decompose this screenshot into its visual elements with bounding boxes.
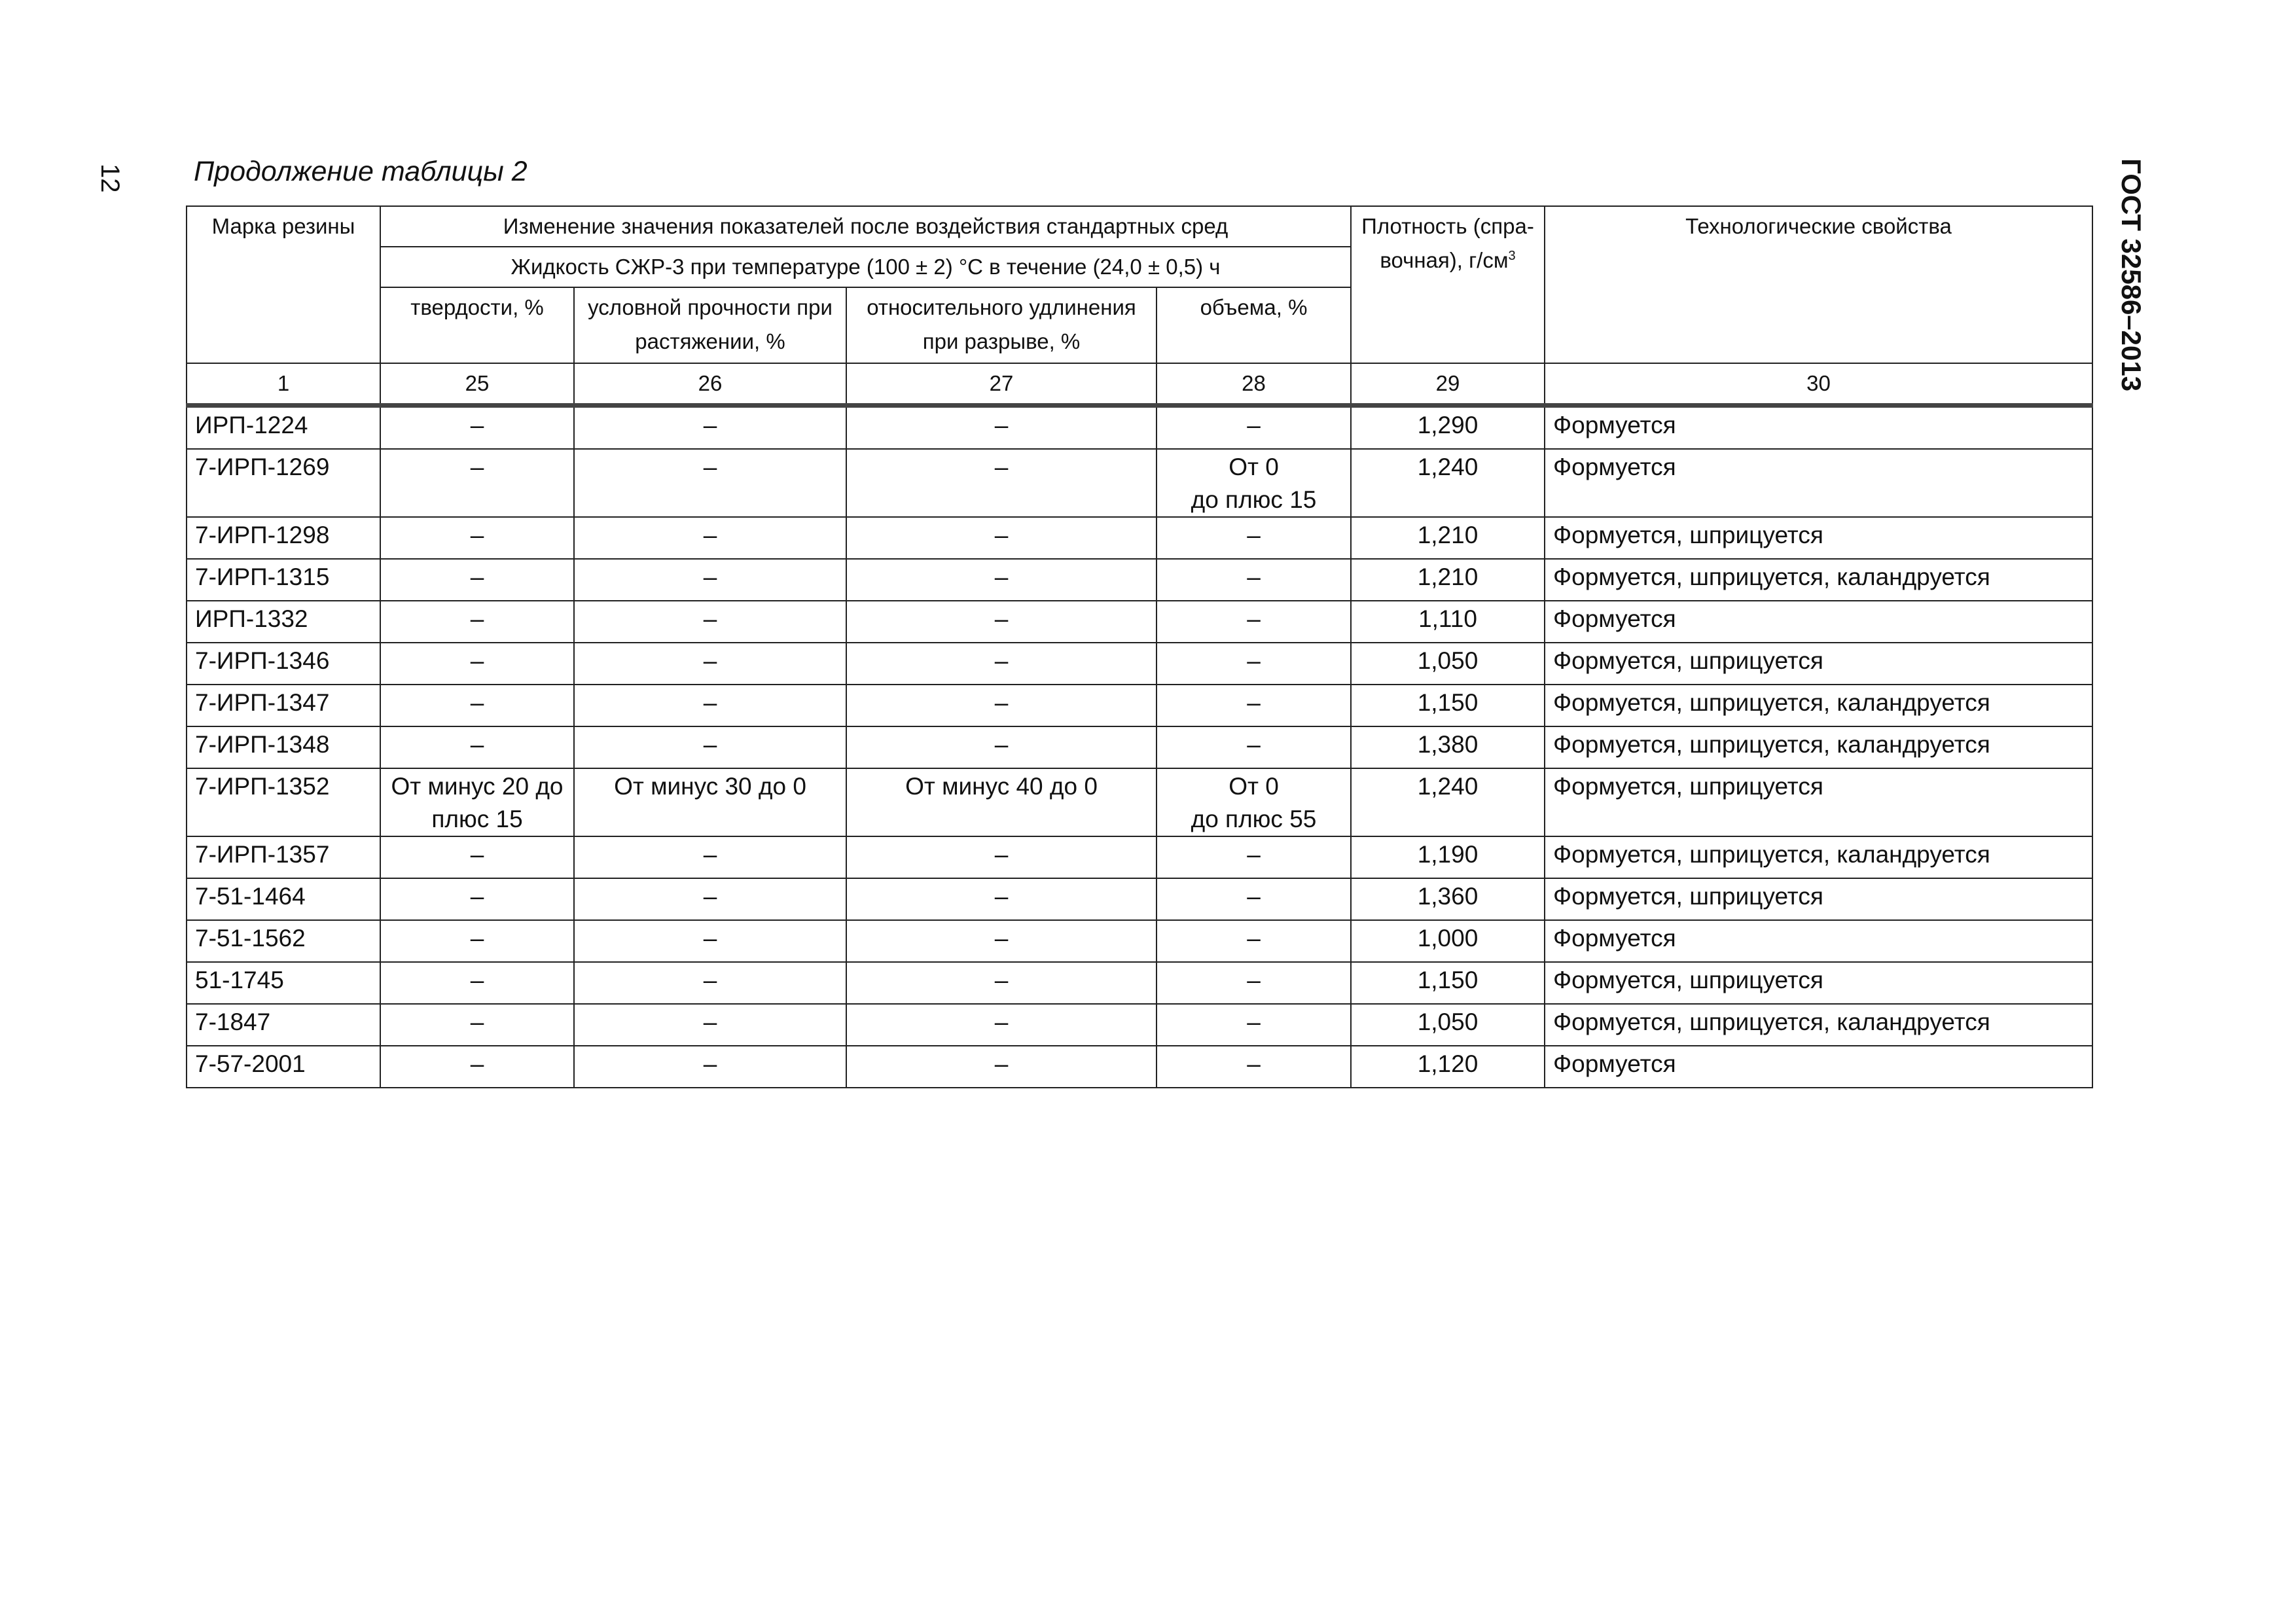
table-row xyxy=(187,1004,2092,1046)
header-elongation: относительного удлинения при разрыве, % xyxy=(846,287,1157,363)
table-row xyxy=(187,1046,2092,1088)
table-row xyxy=(187,517,2092,559)
cell-volume: – xyxy=(1157,601,1351,643)
cell-tech: Формуется, шприцуется xyxy=(1545,517,2092,559)
cell-volume: – xyxy=(1157,878,1351,920)
cell-density: 1,240 xyxy=(1351,768,1545,836)
cell-volume: – xyxy=(1157,962,1351,1004)
cell-elongation: – xyxy=(846,601,1157,643)
cell-hardness: – xyxy=(380,1004,574,1046)
cell-tech: Формуется, шприцуется xyxy=(1545,878,2092,920)
cell-volume: – xyxy=(1157,406,1351,450)
cell-volume: – xyxy=(1157,920,1351,962)
cell-tech: Формуется xyxy=(1545,920,2092,962)
cell-hardness: – xyxy=(380,643,574,685)
cell-tech: Формуется xyxy=(1545,1046,2092,1088)
cell-elongation: – xyxy=(846,920,1157,962)
standard-code: ГОСТ 32586–2013 xyxy=(2116,158,2147,392)
cell-density: 1,150 xyxy=(1351,685,1545,726)
cell-elongation: – xyxy=(846,1004,1157,1046)
table-row xyxy=(187,406,2092,450)
table-row xyxy=(187,601,2092,643)
cell-grade: ИРП-1332 xyxy=(187,601,380,643)
cell-density: 1,210 xyxy=(1351,517,1545,559)
cell-strength: От минус 30 до 0 xyxy=(574,768,846,836)
cell-strength: – xyxy=(574,601,846,643)
cell-volume: – xyxy=(1157,559,1351,601)
cell-volume: – xyxy=(1157,836,1351,878)
cell-elongation: – xyxy=(846,878,1157,920)
cell-volume: – xyxy=(1157,643,1351,685)
cell-tech: Формуется xyxy=(1545,601,2092,643)
cell-hardness: – xyxy=(380,920,574,962)
header-density-sup: 3 xyxy=(1508,249,1516,263)
cell-grade: 7-51-1562 xyxy=(187,920,380,962)
column-number: 30 xyxy=(1545,363,2092,406)
cell-hardness: – xyxy=(380,962,574,1004)
cell-density: 1,190 xyxy=(1351,836,1545,878)
cell-strength: – xyxy=(574,517,846,559)
cell-hardness: – xyxy=(380,726,574,768)
cell-hardness: От минус 20 до плюс 15 xyxy=(380,768,574,836)
cell-strength: – xyxy=(574,878,846,920)
cell-strength: – xyxy=(574,1004,846,1046)
table-header xyxy=(187,206,2092,406)
header-density-label: Плотность (спра-вочная), г/см xyxy=(1361,214,1534,272)
cell-hardness: – xyxy=(380,685,574,726)
cell-strength: – xyxy=(574,559,846,601)
cell-hardness: – xyxy=(380,836,574,878)
cell-strength: – xyxy=(574,726,846,768)
cell-volume: – xyxy=(1157,1046,1351,1088)
cell-elongation: – xyxy=(846,1046,1157,1088)
column-number: 29 xyxy=(1351,363,1545,406)
cell-elongation: – xyxy=(846,685,1157,726)
header-fluid: Жидкость СЖР-3 при температуре (100 ± 2) °С в течение (24,0 ± 0,5) ч xyxy=(380,247,1351,287)
cell-grade: 7-1847 xyxy=(187,1004,380,1046)
cell-hardness: – xyxy=(380,1046,574,1088)
header-tech: Технологические свойства xyxy=(1545,206,2092,363)
cell-tech: Формуется, шприцуется, каландруется xyxy=(1545,726,2092,768)
cell-strength: – xyxy=(574,449,846,517)
cell-strength: – xyxy=(574,643,846,685)
cell-grade: 7-ИРП-1269 xyxy=(187,449,380,517)
table-row xyxy=(187,962,2092,1004)
cell-strength: – xyxy=(574,920,846,962)
cell-elongation: – xyxy=(846,449,1157,517)
cell-elongation: – xyxy=(846,726,1157,768)
cell-volume: От 0 до плюс 15 xyxy=(1157,449,1351,517)
cell-hardness: – xyxy=(380,878,574,920)
column-number: 25 xyxy=(380,363,574,406)
table-row xyxy=(187,920,2092,962)
cell-grade: 7-ИРП-1348 xyxy=(187,726,380,768)
cell-tech: Формуется xyxy=(1545,406,2092,450)
table-row xyxy=(187,643,2092,685)
column-number: 1 xyxy=(187,363,380,406)
header-density xyxy=(1351,206,1545,363)
cell-elongation: – xyxy=(846,406,1157,450)
cell-elongation: – xyxy=(846,517,1157,559)
table-row xyxy=(187,768,2092,836)
page-number: 12 xyxy=(96,164,124,193)
cell-elongation: От минус 40 до 0 xyxy=(846,768,1157,836)
cell-tech: Формуется xyxy=(1545,449,2092,517)
cell-tech: Формуется, шприцуется, каландруется xyxy=(1545,559,2092,601)
cell-tech: Формуется, шприцуется, каландруется xyxy=(1545,1004,2092,1046)
column-number: 27 xyxy=(846,363,1157,406)
cell-tech: Формуется, шприцуется, каландруется xyxy=(1545,836,2092,878)
cell-grade: 7-ИРП-1315 xyxy=(187,559,380,601)
header-strength: условной прочности при растяжении, % xyxy=(574,287,846,363)
cell-grade: 7-ИРП-1357 xyxy=(187,836,380,878)
cell-grade: 7-ИРП-1352 xyxy=(187,768,380,836)
cell-density: 1,240 xyxy=(1351,449,1545,517)
table-row xyxy=(187,685,2092,726)
cell-tech: Формуется, шприцуется xyxy=(1545,962,2092,1004)
cell-hardness: – xyxy=(380,601,574,643)
table-row xyxy=(187,726,2092,768)
cell-volume: – xyxy=(1157,517,1351,559)
cell-tech: Формуется, шприцуется xyxy=(1545,768,2092,836)
table-row xyxy=(187,559,2092,601)
cell-density: 1,380 xyxy=(1351,726,1545,768)
cell-density: 1,290 xyxy=(1351,406,1545,450)
cell-strength: – xyxy=(574,962,846,1004)
cell-strength: – xyxy=(574,685,846,726)
cell-tech: Формуется, шприцуется xyxy=(1545,643,2092,685)
cell-elongation: – xyxy=(846,836,1157,878)
cell-density: 1,150 xyxy=(1351,962,1545,1004)
cell-grade: 7-ИРП-1346 xyxy=(187,643,380,685)
table-body xyxy=(187,406,2092,1088)
cell-grade: 7-ИРП-1298 xyxy=(187,517,380,559)
cell-volume: От 0 до плюс 55 xyxy=(1157,768,1351,836)
cell-elongation: – xyxy=(846,962,1157,1004)
cell-strength: – xyxy=(574,1046,846,1088)
cell-hardness: – xyxy=(380,449,574,517)
table-row xyxy=(187,449,2092,517)
cell-hardness: – xyxy=(380,559,574,601)
cell-grade: 7-57-2001 xyxy=(187,1046,380,1088)
cell-strength: – xyxy=(574,406,846,450)
cell-tech: Формуется, шприцуется, каландруется xyxy=(1545,685,2092,726)
cell-grade: 7-ИРП-1347 xyxy=(187,685,380,726)
cell-density: 1,110 xyxy=(1351,601,1545,643)
header-grade: Марка резины xyxy=(187,206,380,363)
column-number: 26 xyxy=(574,363,846,406)
cell-grade: ИРП-1224 xyxy=(187,406,380,450)
properties-table xyxy=(186,205,2093,1088)
cell-hardness: – xyxy=(380,517,574,559)
cell-grade: 7-51-1464 xyxy=(187,878,380,920)
cell-density: 1,050 xyxy=(1351,1004,1545,1046)
table-row xyxy=(187,836,2092,878)
cell-volume: – xyxy=(1157,1004,1351,1046)
header-hardness: твердости, % xyxy=(380,287,574,363)
cell-density: 1,360 xyxy=(1351,878,1545,920)
table-row xyxy=(187,878,2092,920)
cell-elongation: – xyxy=(846,559,1157,601)
cell-density: 1,000 xyxy=(1351,920,1545,962)
cell-density: 1,050 xyxy=(1351,643,1545,685)
header-volume: объема, % xyxy=(1157,287,1351,363)
cell-strength: – xyxy=(574,836,846,878)
cell-volume: – xyxy=(1157,685,1351,726)
column-number-row xyxy=(187,363,2092,406)
cell-elongation: – xyxy=(846,643,1157,685)
cell-hardness: – xyxy=(380,406,574,450)
cell-grade: 51-1745 xyxy=(187,962,380,1004)
cell-density: 1,120 xyxy=(1351,1046,1545,1088)
column-number: 28 xyxy=(1157,363,1351,406)
table-title: Продолжение таблицы 2 xyxy=(194,156,528,187)
cell-volume: – xyxy=(1157,726,1351,768)
cell-density: 1,210 xyxy=(1351,559,1545,601)
header-change-group: Изменение значения показателей после воздействия стандартных сред xyxy=(380,206,1351,247)
